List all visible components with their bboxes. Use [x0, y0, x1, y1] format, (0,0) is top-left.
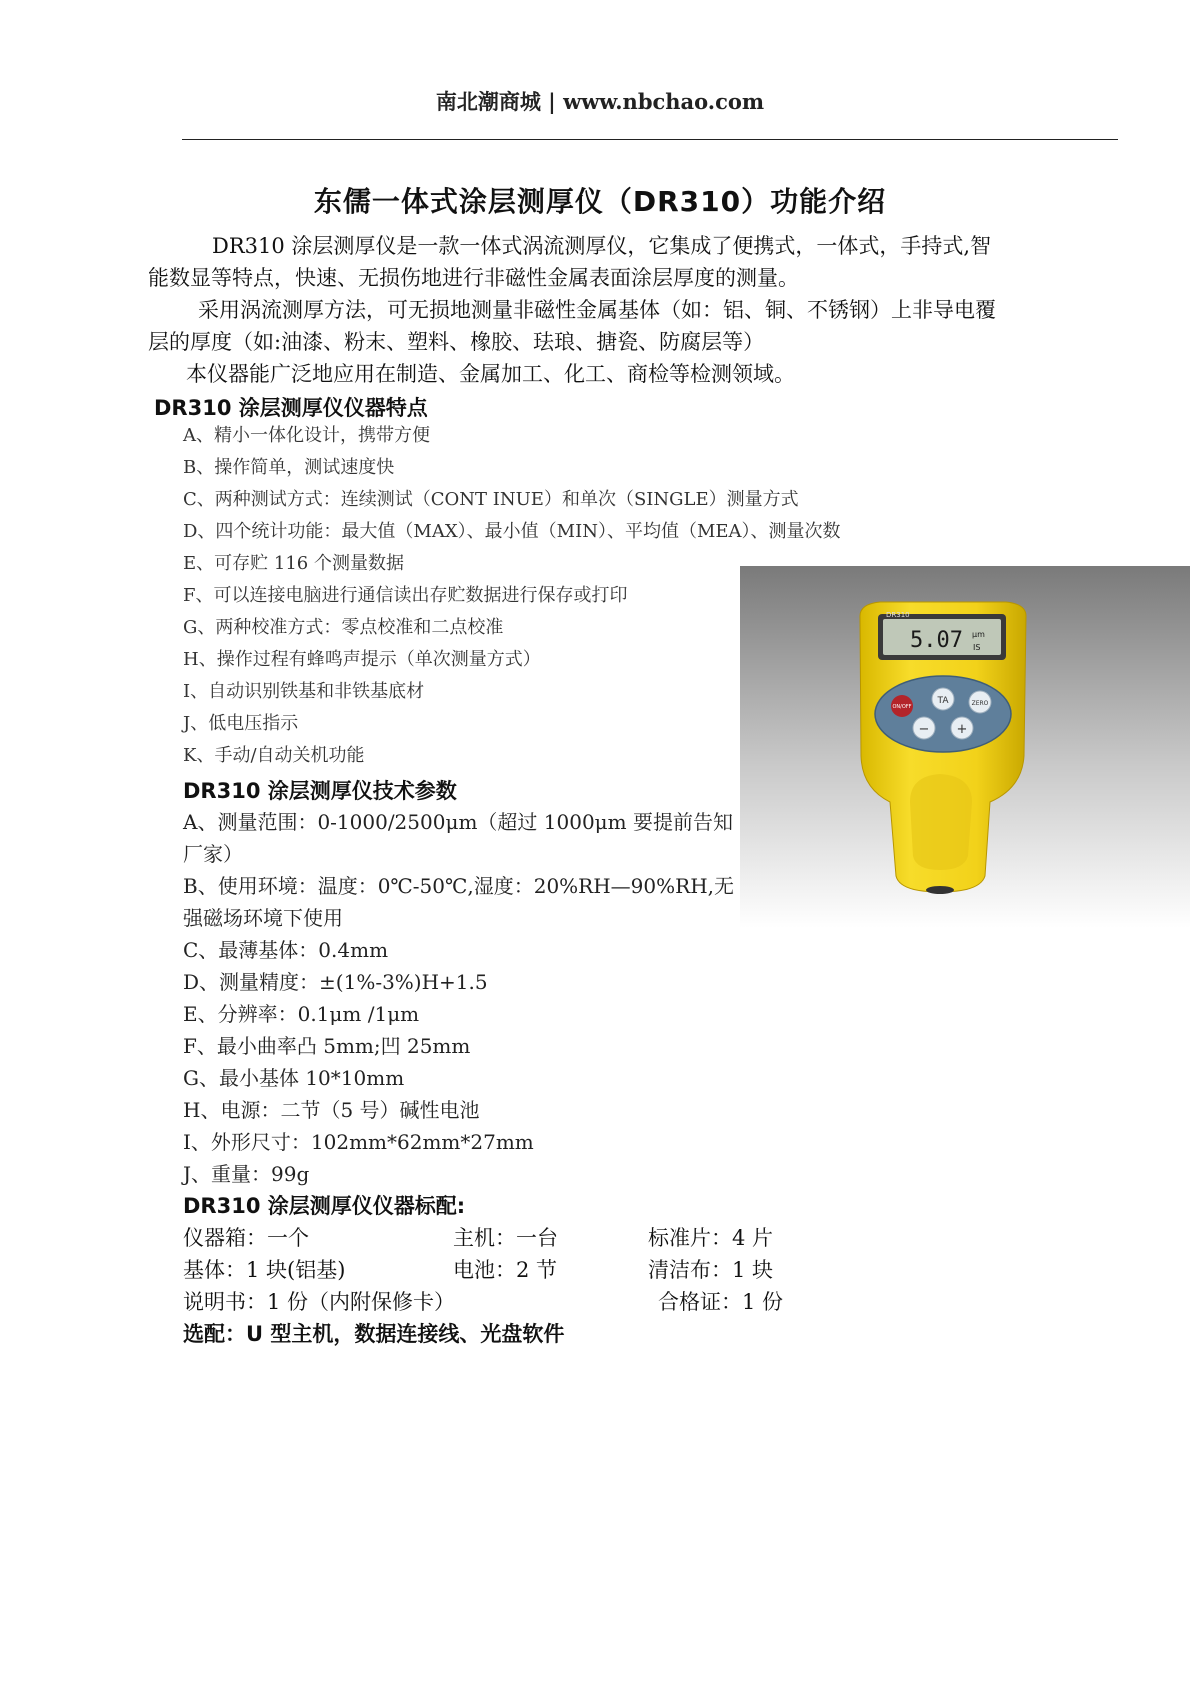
accessory-item: 电池：2 节 [453, 1258, 558, 1282]
spec-item: H、电源：二节（5 号）碱性电池 [183, 1098, 480, 1122]
zero-button-label: ZERO [971, 700, 989, 707]
feature-item: A、精小一体化设计，携带方便 [183, 425, 430, 446]
spec-item: E、分辨率：0.1μm /1μm [183, 1002, 420, 1026]
spec-item: F、最小曲率凸 5mm;凹 25mm [183, 1034, 471, 1058]
lcd-mode: IS [973, 643, 981, 652]
intro-paragraph-3 [148, 358, 1118, 390]
feature-item: D、四个统计功能：最大值（MAX）、最小值（MIN）、平均值（MEA）、测量次数 [183, 521, 841, 542]
site-header: 南北潮商城 | www.nbchao.com [435, 89, 765, 114]
intro-paragraph-2 [148, 294, 1118, 358]
features-heading: DR310 涂层测厚仪仪器特点 [154, 396, 428, 420]
lcd-reading: 5.07 [910, 628, 963, 653]
accessories-heading: DR310 涂层测厚仪仪器标配: [183, 1194, 466, 1218]
spec-item: G、最小基体 10*10mm [183, 1066, 405, 1090]
feature-item: C、两种测试方式：连续测试（CONT INUE）和单次（SINGLE）测量方式 [183, 489, 799, 510]
feature-item: J、低电压指示 [183, 713, 299, 734]
accessory-item: 仪器箱：一个 [183, 1226, 309, 1250]
accessories-row [183, 1286, 983, 1318]
accessory-item: 主机：一台 [453, 1226, 558, 1250]
feature-item: K、手动/自动关机功能 [183, 745, 365, 766]
intro-p1-line2: 能数显等特点，快速、无损伤地进行非磁性金属表面涂层厚度的测量。 [148, 266, 799, 290]
spec-item: C、最薄基体：0.4mm [183, 938, 389, 962]
intro-p3-line: 本仪器能广泛地应用在制造、金属加工、化工、商检等检测领域。 [186, 362, 795, 386]
minus-button-label: − [918, 722, 930, 737]
plus-button-label: + [956, 722, 968, 737]
product-photo [740, 566, 1190, 928]
accessory-item: 基体：1 块(铝基) [183, 1258, 346, 1282]
header-divider [182, 139, 1118, 140]
ta-button-label: TA [937, 696, 949, 706]
intro-p2-line2: 层的厚度（如:油漆、粉末、塑料、橡胶、珐琅、搪瓷、防腐层等） [148, 330, 765, 354]
intro-p1-line1: DR310 涂层测厚仪是一款一体式涡流测厚仪，它集成了便携式，一体式，手持式,智 [212, 234, 992, 258]
page-title: 东儒一体式涂层测厚仪（DR310）功能介绍 [313, 185, 887, 218]
power-button-label: ON/OFF [892, 704, 912, 710]
accessory-item: 说明书：1 份（内附保修卡） [183, 1290, 456, 1314]
specs-list [183, 806, 743, 1190]
model-label: DR310 [886, 611, 910, 619]
intro-paragraph-1 [148, 230, 1118, 294]
lcd-unit: μm [972, 630, 985, 639]
feature-item: F、可以连接电脑进行通信读出存贮数据进行保存或打印 [183, 585, 628, 606]
feature-item: I、自动识别铁基和非铁基底材 [183, 681, 425, 702]
spec-item: B、使用环境：温度：0℃-50℃,湿度：20%RH—90%RH,无强磁场环境下使用 [183, 874, 734, 930]
grip-recess [910, 774, 972, 870]
feature-item: H、操作过程有蜂鸣声提示（单次测量方式） [183, 649, 541, 670]
intro-p2-line1: 采用涡流测厚方法，可无损地测量非磁性金属基体（如：铝、铜、不锈钢）上非导电覆 [198, 298, 996, 322]
spec-item: I、外形尺寸：102mm*62mm*27mm [183, 1130, 534, 1154]
feature-item: B、操作简单，测试速度快 [183, 457, 395, 478]
probe-tip [926, 886, 954, 894]
feature-item: E、可存贮 116 个测量数据 [183, 553, 404, 574]
spec-item: A、测量范围：0-1000/2500μm（超过 1000μm 要提前告知厂家） [183, 810, 733, 866]
accessories-table [183, 1222, 983, 1318]
accessory-item: 合格证：1 份 [658, 1290, 784, 1314]
accessories-row [183, 1254, 983, 1286]
accessory-item: 清洁布：1 块 [648, 1258, 774, 1282]
accessory-item: 标准片：4 片 [648, 1226, 774, 1250]
accessories-row [183, 1222, 983, 1254]
spec-item: J、重量：99g [183, 1162, 310, 1186]
feature-item: G、两种校准方式：零点校准和二点校准 [183, 617, 504, 638]
optional-accessories: 选配：U 型主机，数据连接线、光盘软件 [183, 1322, 565, 1346]
specs-heading: DR310 涂层测厚仪技术参数 [183, 779, 457, 803]
spec-item: D、测量精度：±(1%-3%)H+1.5 [183, 970, 488, 994]
